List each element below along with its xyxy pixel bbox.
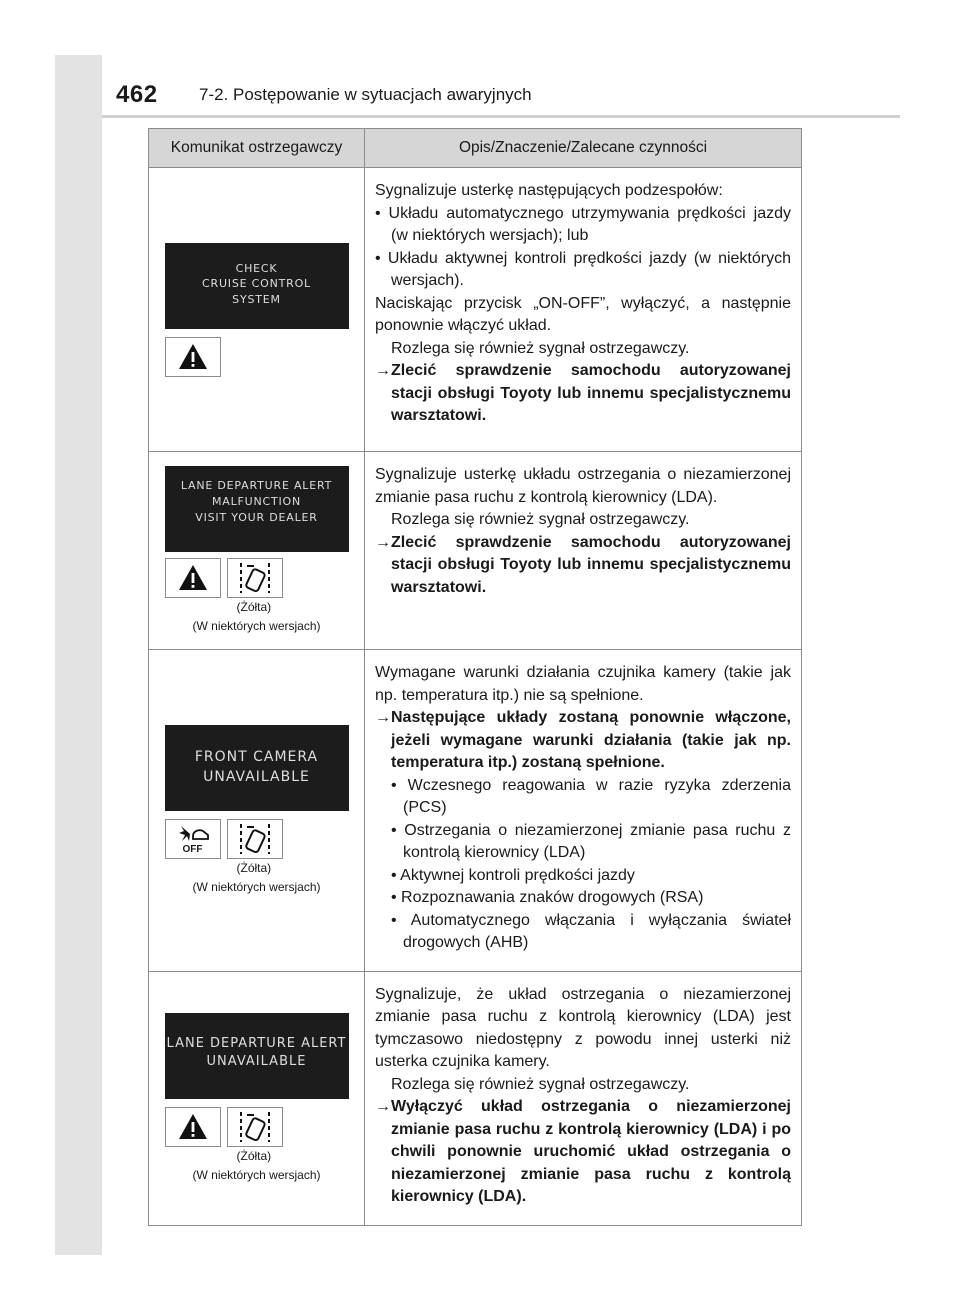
desc-bullet: • Wczesnego reagowania w razie ryzyka zderzenia (PCS): [391, 776, 791, 816]
table-row: [149, 650, 802, 972]
version-caption: (W niektórych wersjach): [192, 879, 321, 894]
desc-action-text: Następujące układy zostaną ponownie włączone, jeżeli wymagane warunki działania (takie jak np. temperatura itp.) zostaną spełnione.: [391, 709, 791, 771]
warning-display-cell: [149, 452, 365, 650]
table-row: [149, 452, 802, 650]
screen-line: UNAVAILABLE: [203, 769, 310, 786]
display-message-screen: [165, 725, 349, 811]
description-cell: [365, 971, 802, 1225]
icon-off-label: OFF: [182, 843, 203, 855]
warning-triangle-icon: [165, 1107, 221, 1147]
lane-departure-icon: [227, 558, 283, 598]
table-row: [149, 971, 802, 1225]
warning-display-cell: [149, 650, 365, 972]
arrow-icon: →: [375, 1098, 391, 1115]
desc-buzzer-note: Rozlega się również sygnał ostrzegawczy.: [391, 1075, 690, 1093]
desc-action: [375, 360, 791, 428]
screen-line: LANE DEPARTURE ALERT: [166, 1035, 347, 1051]
warning-messages-table: [148, 128, 802, 1226]
desc-action: [375, 532, 791, 600]
color-caption: (Żółta): [236, 860, 272, 875]
screen-line: FRONT CAMERA: [194, 748, 319, 765]
page-side-tab: [55, 55, 102, 1255]
warning-triangle-icon: [165, 558, 221, 598]
desc-action: [375, 707, 791, 775]
lane-departure-icon: [227, 819, 283, 859]
desc-bullet: • Układu automatycznego utrzymywania prędkości jazdy (w niektórych wersjach); lub: [375, 204, 791, 244]
desc-action-text: Wyłączyć układ ostrzegania o niezamierzonej zmianie pasa ruchu z kontrolą kierownicy (LDA) i po chwili ponownie uruchomić układ ostrzegania o niezamierzonej zmianie pasa ruchu z kontrolą kierownicy (LDA).: [391, 1098, 791, 1205]
arrow-icon: →: [375, 533, 391, 551]
desc-buzzer-note: Rozlega się również sygnał ostrzegawczy.: [391, 511, 690, 528]
screen-line: SYSTEM: [232, 293, 281, 307]
desc-action-text: Zlecić sprawdzenie samochodu autoryzowanej stacji obsługi Toyoty lub innemu specjalistycznemu warsztatowi.: [391, 362, 791, 424]
section-title: 7-2. Postępowanie w sytuacjach awaryjnych: [199, 85, 532, 104]
desc-intro: Wymagane warunki działania czujnika kamery (takie jak np. temperatura itp.) nie są spełnione.: [375, 664, 791, 704]
page-number: 462: [116, 81, 158, 108]
header-rule: [102, 115, 900, 118]
screen-line: LANE DEPARTURE ALERT: [180, 479, 333, 492]
desc-action: [375, 1096, 791, 1209]
desc-paragraph: Naciskając przycisk „ON-OFF”, wyłączyć, a następnie ponownie włączyć układ.: [375, 294, 791, 334]
description-cell: [365, 650, 802, 972]
screen-line: VISIT YOUR DEALER: [195, 510, 318, 524]
column-header-description: Opis/Znaczenie/Zalecane czynności: [365, 129, 802, 168]
description-cell: [365, 168, 802, 452]
desc-bullet: • Automatycznego włączania i wyłączania świateł drogowych (AHB): [391, 911, 791, 951]
desc-bullet: • Ostrzegania o niezamierzonej zmianie pasa ruchu z kontrolą kierownicy (LDA): [391, 821, 791, 861]
desc-bullet: • Układu aktywnej kontroli prędkości jazdy (w niektórych wersjach).: [375, 249, 791, 289]
desc-buzzer-note: Rozlega się również sygnał ostrzegawczy.: [391, 339, 690, 357]
desc-intro: Sygnalizuje, że układ ostrzegania o niezamierzonej zmianie pasa ruchu z kontrolą kierownicy (LDA) jest tymczasowo niedostępny z powodu innej usterki niż usterka czujnika kamery.: [375, 985, 791, 1070]
version-caption: (W niektórych wersjach): [192, 619, 321, 633]
table-row: [149, 168, 802, 452]
color-caption: (Żółta): [236, 1148, 272, 1163]
version-caption: (W niektórych wersjach): [192, 1167, 321, 1182]
description-cell: [365, 452, 802, 650]
screen-line: MALFUNCTION: [211, 494, 302, 508]
pcs-off-icon: [165, 819, 221, 859]
desc-intro: Sygnalizuje usterkę następujących podzespołów:: [375, 182, 723, 199]
screen-line: CRUISE CONTROL: [202, 277, 311, 291]
screen-line: UNAVAILABLE: [206, 1054, 307, 1070]
arrow-icon: →: [375, 362, 391, 379]
color-caption: (Żółta): [236, 600, 272, 614]
screen-line: CHECK: [235, 261, 278, 275]
column-header-message: Komunikat ostrzegawczy: [149, 129, 365, 168]
display-message-screen: [165, 1013, 349, 1099]
desc-action-text: Zlecić sprawdzenie samochodu autoryzowanej stacji obsługi Toyoty lub innemu specjalistycznemu warsztatowi.: [391, 533, 791, 596]
desc-intro: Sygnalizuje usterkę układu ostrzegania o niezamierzonej zmianie pasa ruchu z kontrolą kierownicy (LDA).: [375, 466, 791, 506]
desc-bullet: • Aktywnej kontroli prędkości jazdy: [391, 866, 635, 884]
desc-bullet: • Rozpoznawania znaków drogowych (RSA): [391, 889, 704, 906]
page-header: [102, 55, 900, 115]
display-message-screen: [165, 243, 349, 329]
arrow-icon: →: [375, 709, 391, 726]
warning-display-cell: [149, 971, 365, 1225]
table-header-row: [149, 129, 802, 168]
warning-triangle-icon: [165, 337, 221, 377]
warning-display-cell: [149, 168, 365, 452]
lane-departure-icon: [227, 1107, 283, 1147]
display-message-screen: [165, 466, 349, 552]
